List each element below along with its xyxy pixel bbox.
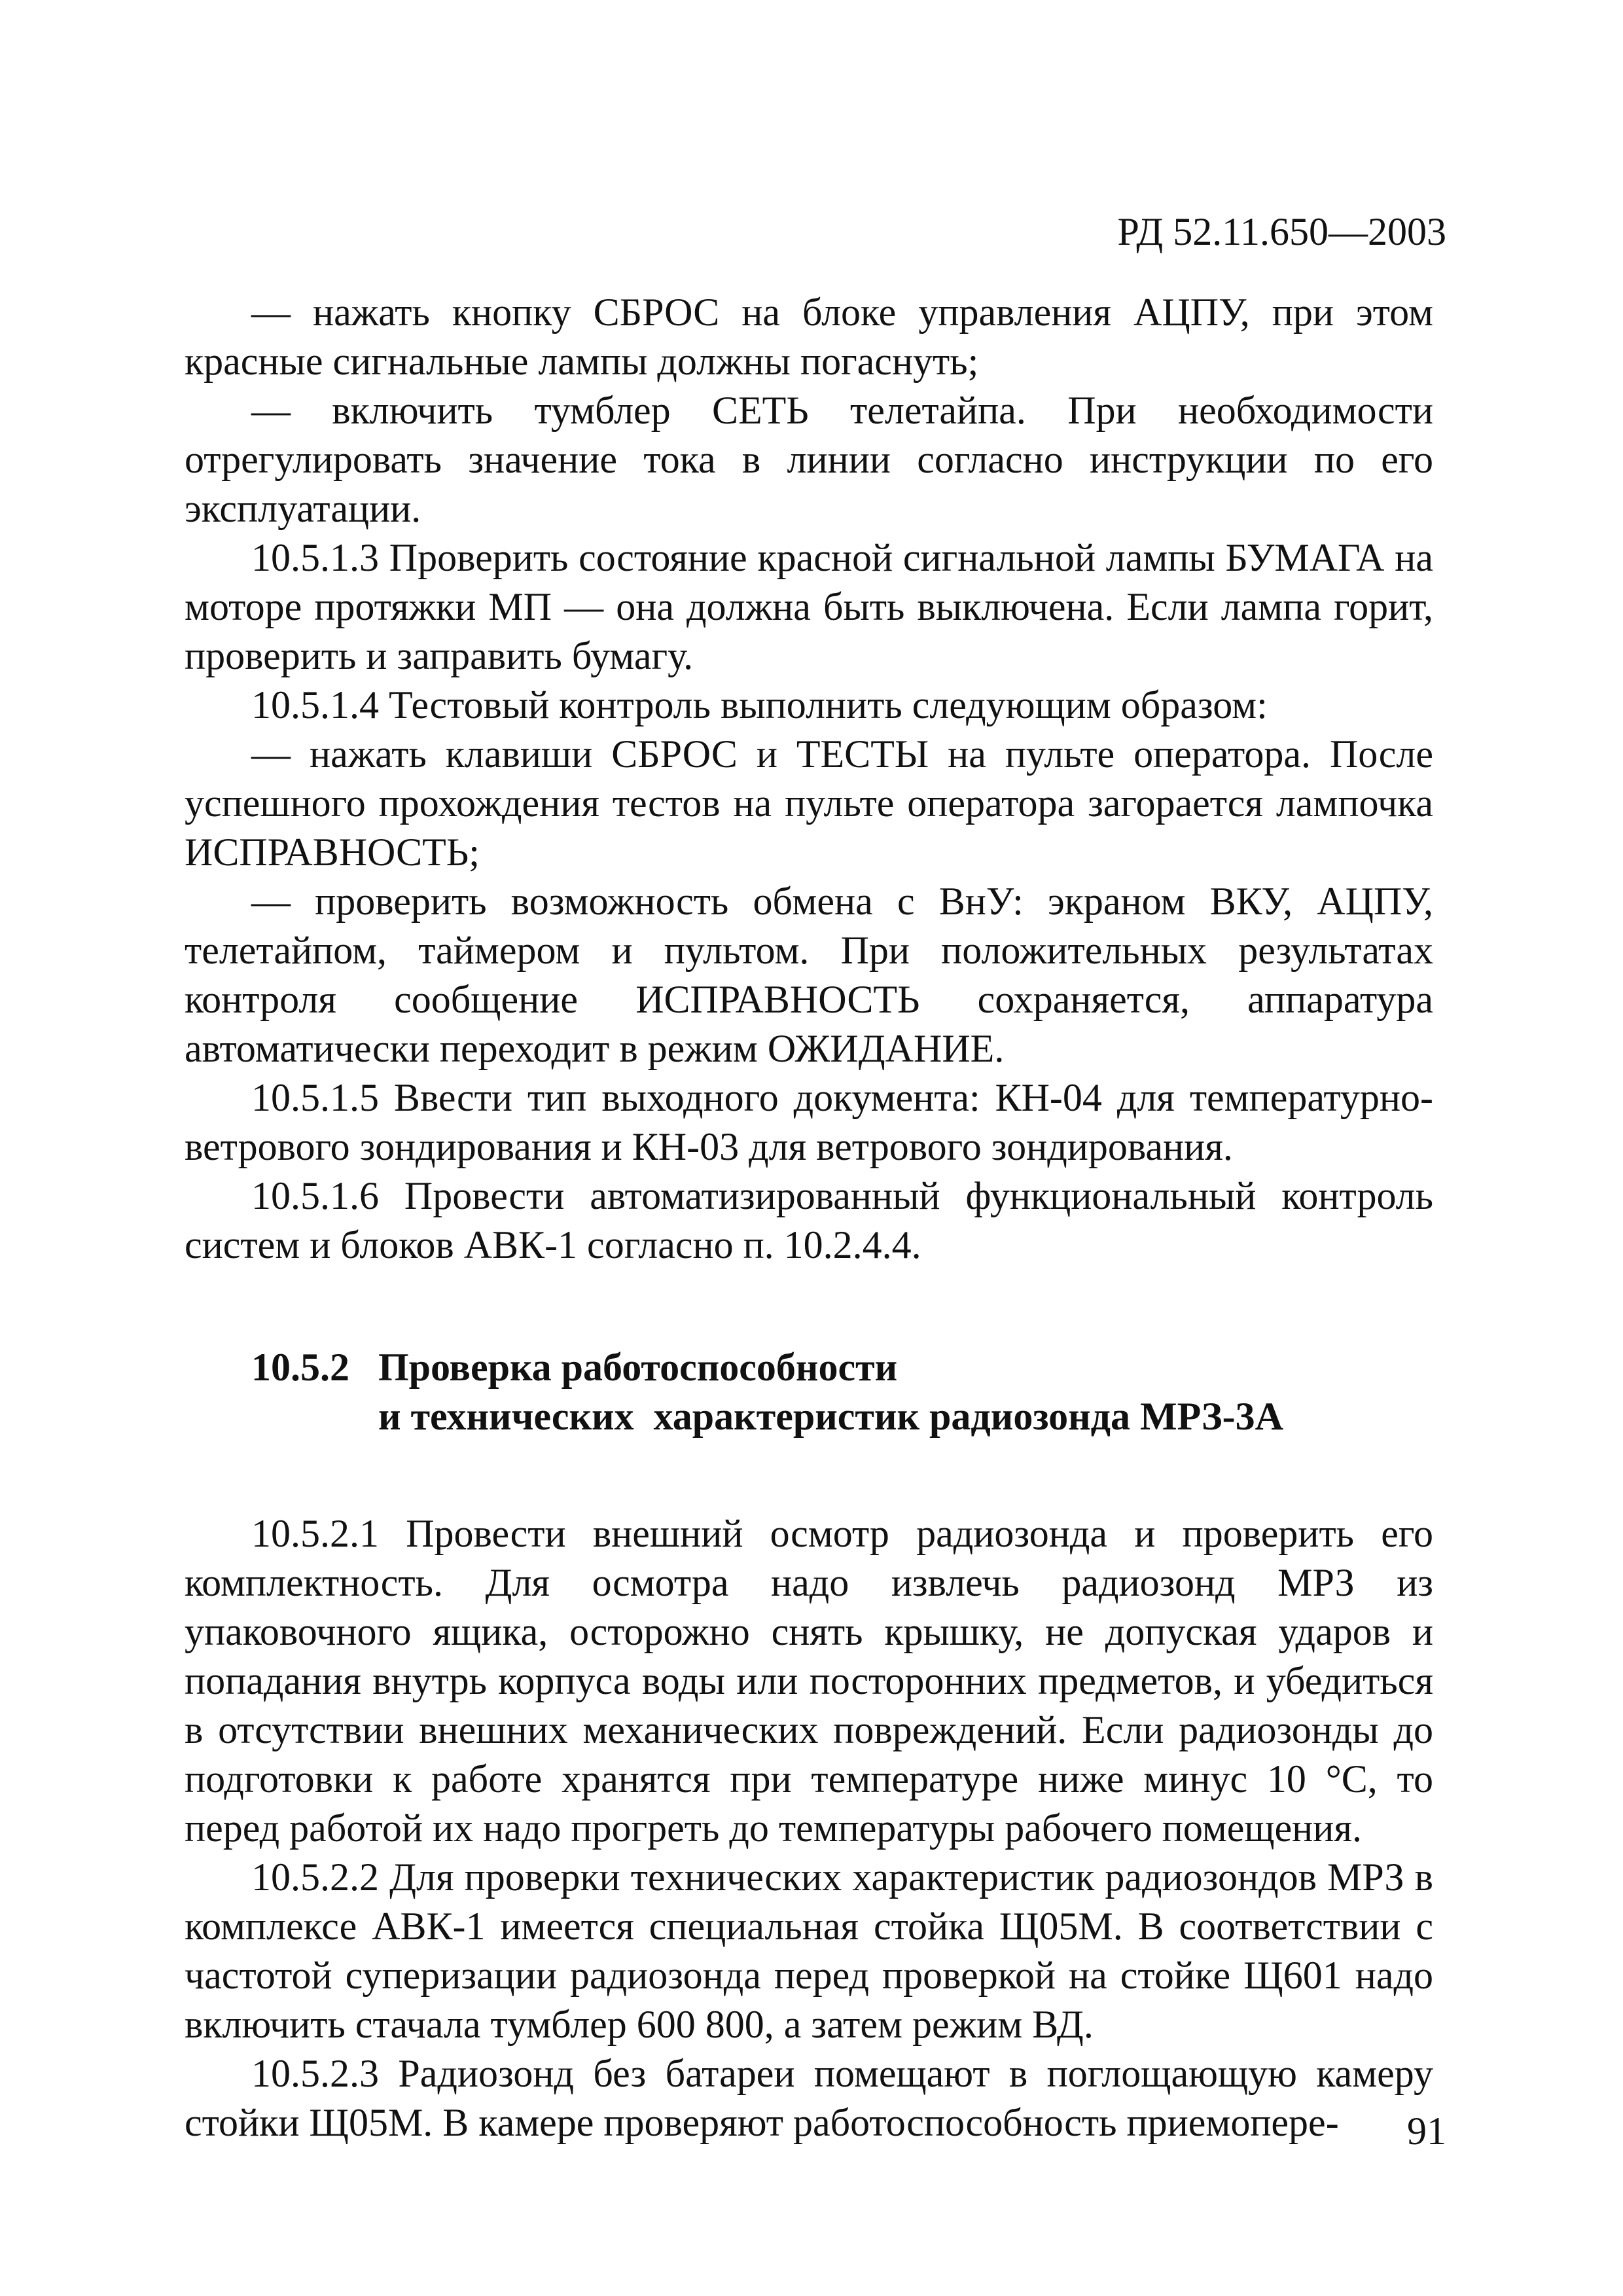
paragraph-10-5-1-3: 10.5.1.3 Проверить состояние красной сигнальной лампы БУМАГА на моторе протяжки МП — она должна быть выключена. Если лампа горит, проверить и заправить бумагу.: [185, 536, 1433, 677]
section-heading: [185, 1343, 1433, 1441]
paragraph-reset-button: — нажать кнопку СБРОС на блоке управления АЦПУ, при этом красные сигнальные лампы должны погаснуть;: [185, 291, 1433, 383]
section-title-part2: и технических характеристик радиозонда МРЗ-3А: [378, 1395, 1283, 1438]
section-heading-line1: [185, 1343, 1433, 1392]
document-code-header: РД 52.11.650—2003: [1117, 210, 1446, 253]
paragraph-10-5-1-6: 10.5.1.6 Провести автоматизированный функциональный контроль систем и блоков АВК-1 согласно п. 10.2.4.4.: [185, 1174, 1433, 1266]
paragraph-network-switch: — включить тумблер СЕТЬ телетайпа. При необходимости отрегулировать значение тока в линии согласно инструкции по его эксплуатации.: [185, 389, 1433, 530]
body-text: [185, 288, 1433, 2147]
paragraph-10-5-1-5: 10.5.1.5 Ввести тип выходного документа: КН-04 для температурно-ветрового зондирования и КН-03 для ветрового зондирования.: [185, 1076, 1433, 1168]
paragraph-10-5-2-1: 10.5.2.1 Провести внешний осмотр радиозонда и проверить его комплектность. Для осмотра надо извлечь радиозонд МРЗ из упаковочного ящика, осторожно снять крышку, не допуская ударов и попадания внутрь корпуса воды или посторонних предметов, и убедиться в отсутствии внешних механических повреждений. Если радиозонды до подготовки к работе хранятся при температуре ниже минус 10 °С, то перед работой их надо прогреть до температуры рабочего помещения.: [185, 1512, 1433, 1850]
paragraph-test-keys: — нажать клавиши СБРОС и ТЕСТЫ на пульте оператора. После успешного прохождения тестов на пульте оператора загорается лампочка ИСПРАВНОСТЬ;: [185, 732, 1433, 874]
paragraph-10-5-1-4: 10.5.1.4 Тестовый контроль выполнить следующим образом:: [251, 683, 1268, 726]
paragraph-exchange-check: — проверить возможность обмена с ВнУ: экраном ВКУ, АЦПУ, телетайпом, таймером и пультом. При положительных результатах контроля сообщение ИСПРАВНОСТЬ сохраняется, аппаратура автоматически переходит в режим ОЖИДАНИЕ.: [185, 880, 1433, 1070]
page-number: 91: [1407, 2109, 1446, 2153]
section-number: 10.5.2: [251, 1346, 349, 1389]
paragraph-10-5-2-3: 10.5.2.3 Радиозонд без батареи помещают в поглощающую камеру стойки Щ05М. В камере проверяют работоспособность приемопере-: [185, 2052, 1433, 2144]
paragraph-10-5-2-2: 10.5.2.2 Для проверки технических характеристик радиозондов МРЗ в комплексе АВК-1 имеется специальная стойка Щ05М. В соответствии с частотой суперизации радиозонда перед проверкой на стойке Щ601 надо включить стачала тумблер 600 800, а затем режим ВД.: [185, 1856, 1433, 2046]
section-title-part1: Проверка работоспособности: [378, 1346, 898, 1389]
